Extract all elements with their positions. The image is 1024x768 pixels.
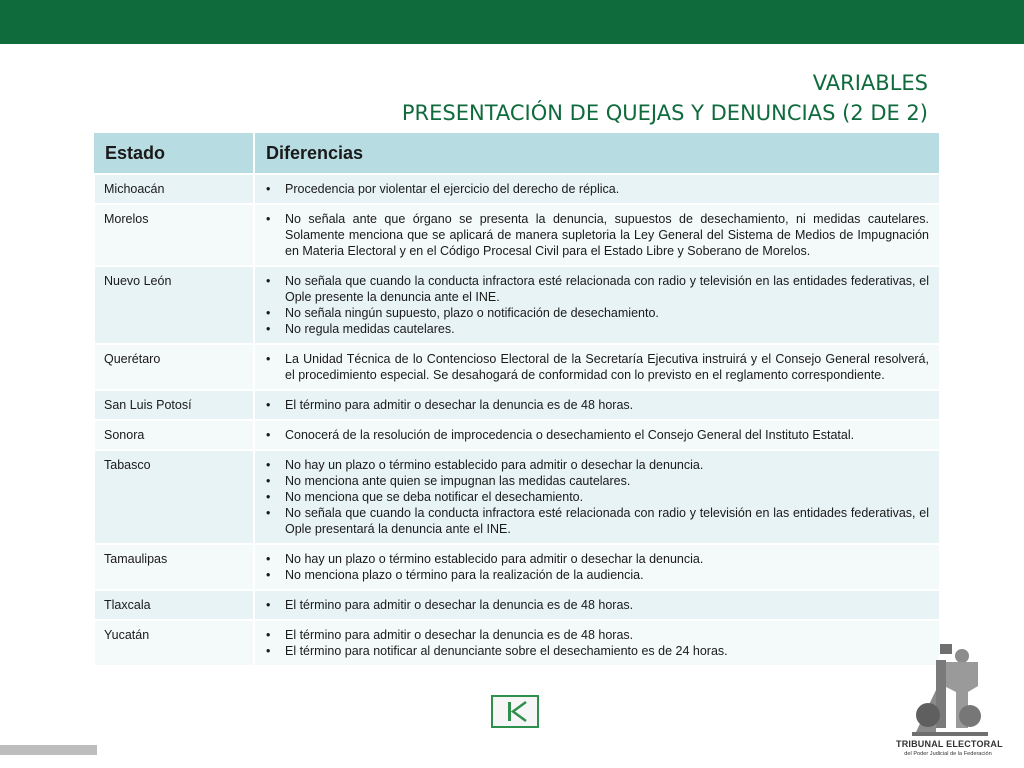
list-item: • El término para admitir o desechar la denuncia es de 48 horas. xyxy=(265,597,929,613)
estado-cell: Nuevo León xyxy=(94,266,254,344)
estado-cell: Michoacán xyxy=(94,174,254,204)
estado-cell: Querétaro xyxy=(94,344,254,390)
title-line-2: PRESENTACIÓN DE QUEJAS Y DENUNCIAS (2 DE 2) xyxy=(401,101,928,125)
table-row xyxy=(94,390,940,420)
diferencias-list xyxy=(265,211,929,259)
diferencias-cell xyxy=(254,390,940,420)
table-row xyxy=(94,450,940,544)
diferencias-list xyxy=(265,627,929,659)
first-slide-button[interactable] xyxy=(491,695,539,728)
diferencias-cell xyxy=(254,590,940,620)
list-item: • Procedencia por violentar el ejercicio del derecho de réplica. xyxy=(265,181,929,197)
list-item: • No hay un plazo o término establecido para admitir o desechar la denuncia. xyxy=(265,457,929,473)
tribunal-logo xyxy=(896,640,1003,764)
diferencias-cell xyxy=(254,266,940,344)
table-row xyxy=(94,544,940,590)
slide-title xyxy=(402,68,928,128)
diferencias-list xyxy=(265,397,929,413)
estado-cell: Tabasco xyxy=(94,450,254,544)
differences-table xyxy=(93,133,939,667)
diferencias-list xyxy=(265,551,929,583)
diferencias-list xyxy=(265,273,929,337)
diferencias-list xyxy=(265,597,929,613)
table-row xyxy=(94,266,940,344)
table-row xyxy=(94,620,940,666)
list-item: • No regula medidas cautelares. xyxy=(265,321,929,337)
list-item: • No señala que cuando la conducta infractora esté relacionada con radio y televisión en las entidades federativas, el Ople presente la denuncia ante el INE. xyxy=(265,273,929,305)
diferencias-list xyxy=(265,427,929,443)
diferencias-list xyxy=(265,351,929,383)
estado-cell: Morelos xyxy=(94,204,254,266)
diferencias-cell xyxy=(254,420,940,450)
list-item: • La Unidad Técnica de lo Contencioso Electoral de la Secretaría Ejecutiva instruirá y el Consejo General resolverá, el procedimiento especial. Se desahogará de conformidad con lo previsto en el reglamento correspondiente. xyxy=(265,351,929,383)
estado-cell: Sonora xyxy=(94,420,254,450)
list-item: • No menciona que se deba notificar el desechamiento. xyxy=(265,489,929,505)
table-row xyxy=(94,590,940,620)
list-item: • No hay un plazo o término establecido para admitir o desechar la denuncia. xyxy=(265,551,929,567)
list-item: • No señala ante que órgano se presenta la denuncia, supuestos de desechamiento, ni medidas cautelares. Solamente menciona que se aplicará de manera supletoria la Ley General del Sistema de Medios de Impugnación en Materia Electoral y en el Código Procesal Civil para el Estado Libre y Soberano de Morelos. xyxy=(265,211,929,259)
list-item: • No señala que cuando la conducta infractora esté relacionada con radio y televisión en las entidades federativas, el Ople presentará la denuncia ante el INE. xyxy=(265,505,929,537)
diferencias-cell xyxy=(254,620,940,666)
diferencias-list xyxy=(265,181,929,197)
list-item: • No señala ningún supuesto, plazo o notificación de desechamiento. xyxy=(265,305,929,321)
list-item: • El término para admitir o desechar la denuncia es de 48 horas. xyxy=(265,627,929,643)
diferencias-list xyxy=(265,457,929,537)
table-row xyxy=(94,420,940,450)
list-item: • El término para admitir o desechar la denuncia es de 48 horas. xyxy=(265,397,929,413)
list-item: • Conocerá de la resolución de improcedencia o desechamiento el Consejo General del Instituto Estatal. xyxy=(265,427,929,443)
logo-subtitle: del Poder Judicial de la Federación xyxy=(904,751,992,757)
table-header-row xyxy=(94,133,940,174)
list-item: • El término para notificar al denunciante sobre el desechamiento es de 24 horas. xyxy=(265,643,929,659)
table-row xyxy=(94,344,940,390)
list-item: • No menciona ante quien se impugnan las medidas cautelares. xyxy=(265,473,929,489)
bottom-accent-bar xyxy=(0,745,97,755)
title-line-1: VARIABLES xyxy=(812,71,928,95)
list-item: • No menciona plazo o término para la realización de la audiencia. xyxy=(265,567,929,583)
table-row xyxy=(94,174,940,204)
estado-cell: Tamaulipas xyxy=(94,544,254,590)
diferencias-cell xyxy=(254,544,940,590)
header-estado: Estado xyxy=(94,133,254,174)
table-row xyxy=(94,204,940,266)
diferencias-cell xyxy=(254,450,940,544)
estado-cell: San Luis Potosí xyxy=(94,390,254,420)
logo-name: TRIBUNAL ELECTORAL xyxy=(896,739,1003,749)
estado-cell: Yucatán xyxy=(94,620,254,666)
top-banner xyxy=(0,0,1024,44)
diferencias-cell xyxy=(254,344,940,390)
diferencias-cell xyxy=(254,204,940,266)
first-slide-icon xyxy=(493,697,537,726)
tribunal-emblem-icon xyxy=(896,640,1000,738)
estado-cell: Tlaxcala xyxy=(94,590,254,620)
header-diferencias: Diferencias xyxy=(254,133,940,174)
diferencias-cell xyxy=(254,174,940,204)
